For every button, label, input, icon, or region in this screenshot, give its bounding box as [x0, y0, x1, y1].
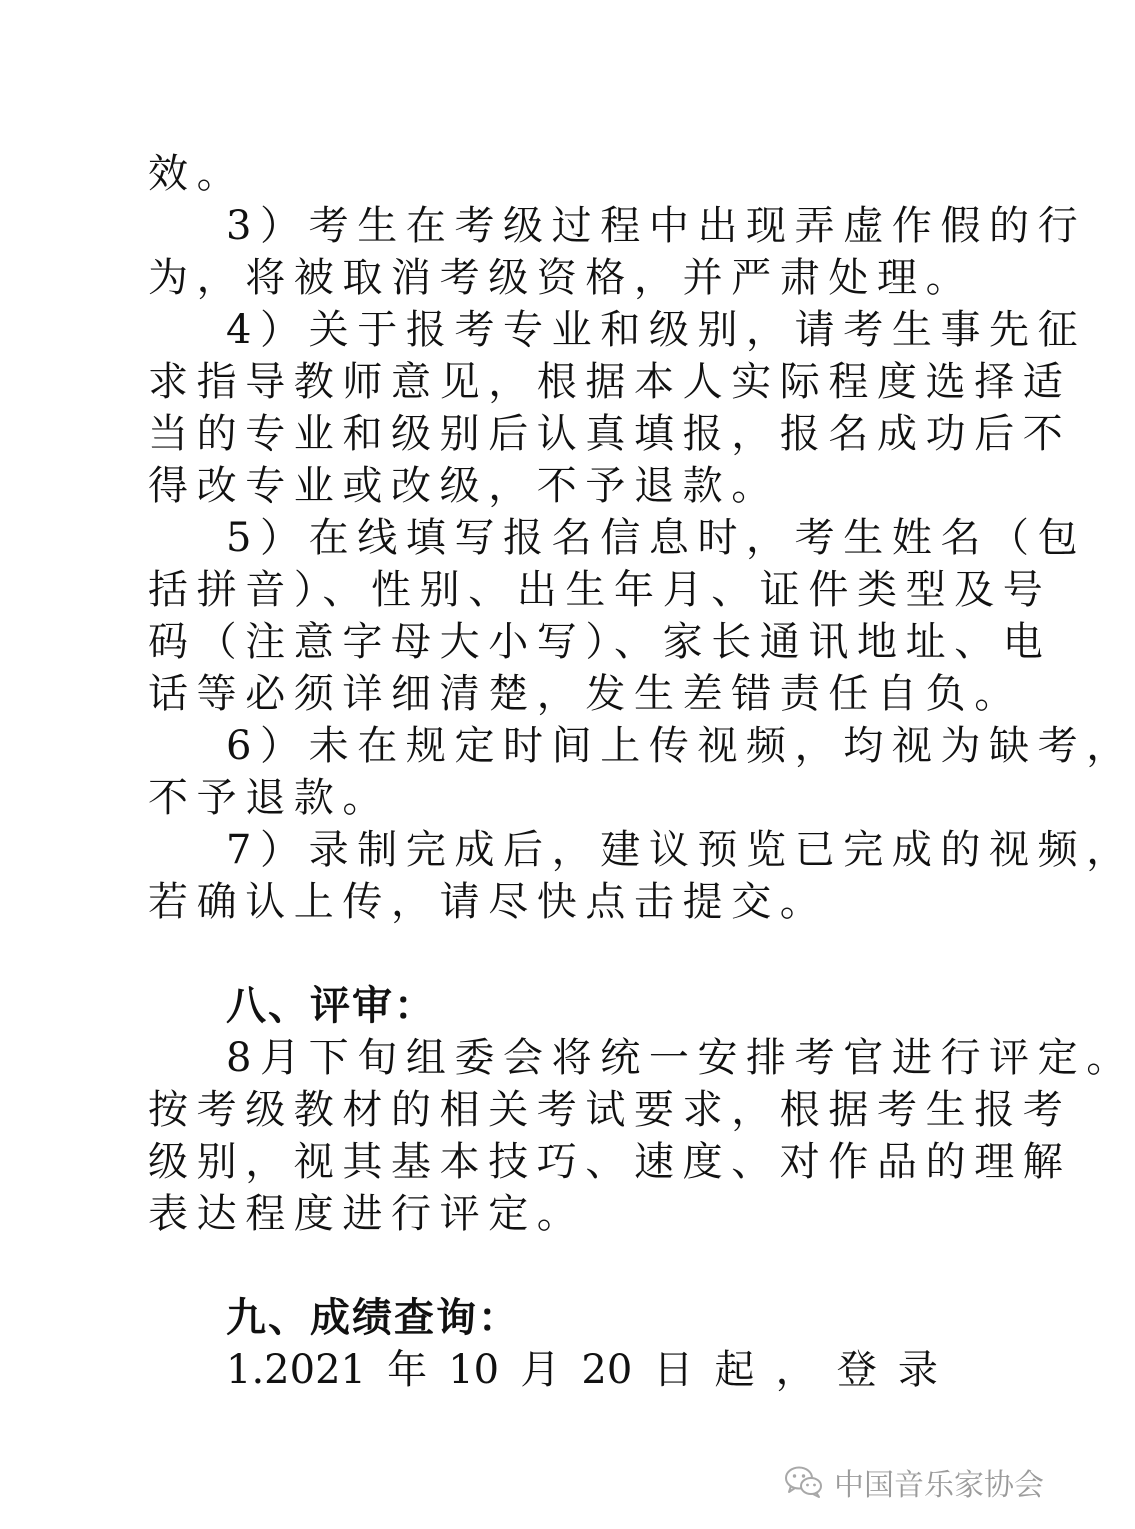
wechat-icon	[784, 1465, 824, 1499]
watermark-text: 中国音乐家协会	[834, 1468, 1044, 1503]
section-heading-results: 九、成绩查询：	[226, 1295, 520, 1341]
text-line: 不予退款。	[148, 775, 391, 821]
text-line: 当的专业和级别后认真填报，报名成功后不	[148, 411, 1072, 457]
text-line: 6）未在规定时间上传视频，均视为缺考，	[226, 723, 1135, 769]
text-token: 登	[836, 1347, 877, 1393]
text-line: 3）考生在考级过程中出现弄虚作假的行	[226, 203, 1087, 249]
text-token: 1.2021	[226, 1347, 366, 1393]
text-line: 5）在线填写报名信息时，考生姓名（包	[226, 515, 1087, 561]
text-token: 月	[520, 1347, 561, 1393]
text-line: 得改专业或改级，不予退款。	[148, 463, 780, 509]
text-line: 效。	[148, 151, 246, 197]
text-token: ，	[775, 1347, 816, 1393]
text-token: 20	[581, 1347, 633, 1393]
text-line: 话等必须详细清楚，发生差错责任自负。	[148, 671, 1023, 717]
text-token: 10	[448, 1347, 500, 1393]
watermark	[784, 1460, 1044, 1504]
text-line: 表达程度进行评定。	[148, 1191, 586, 1237]
text-line: 若确认上传，请尽快点击提交。	[148, 879, 829, 925]
text-line: 码（注意字母大小写）、家长通讯地址、电	[148, 619, 1052, 665]
text-line: 8月下旬组委会将统一安排考官进行评定。	[226, 1035, 1135, 1081]
text-line: 为，将被取消考级资格，并严肃处理。	[148, 255, 975, 301]
text-line: 4）关于报考专业和级别，请考生事先征	[226, 307, 1087, 353]
text-line-spread	[226, 1344, 938, 1396]
text-token: 年	[387, 1347, 428, 1393]
text-line: 7）录制完成后，建议预览已完成的视频，	[226, 827, 1135, 873]
text-token: 日	[653, 1347, 694, 1393]
text-line: 求指导教师意见，根据本人实际程度选择适	[148, 359, 1072, 405]
text-token: 录	[897, 1347, 938, 1393]
section-heading-review: 八、评审：	[226, 983, 436, 1029]
text-line: 级别，视其基本技巧、速度、对作品的理解	[148, 1139, 1072, 1185]
text-line: 按考级教材的相关考试要求，根据考生报考	[148, 1087, 1072, 1133]
text-token: 起	[714, 1347, 755, 1393]
text-line: 括拼音）、性别、出生年月、证件类型及号	[148, 567, 1052, 613]
